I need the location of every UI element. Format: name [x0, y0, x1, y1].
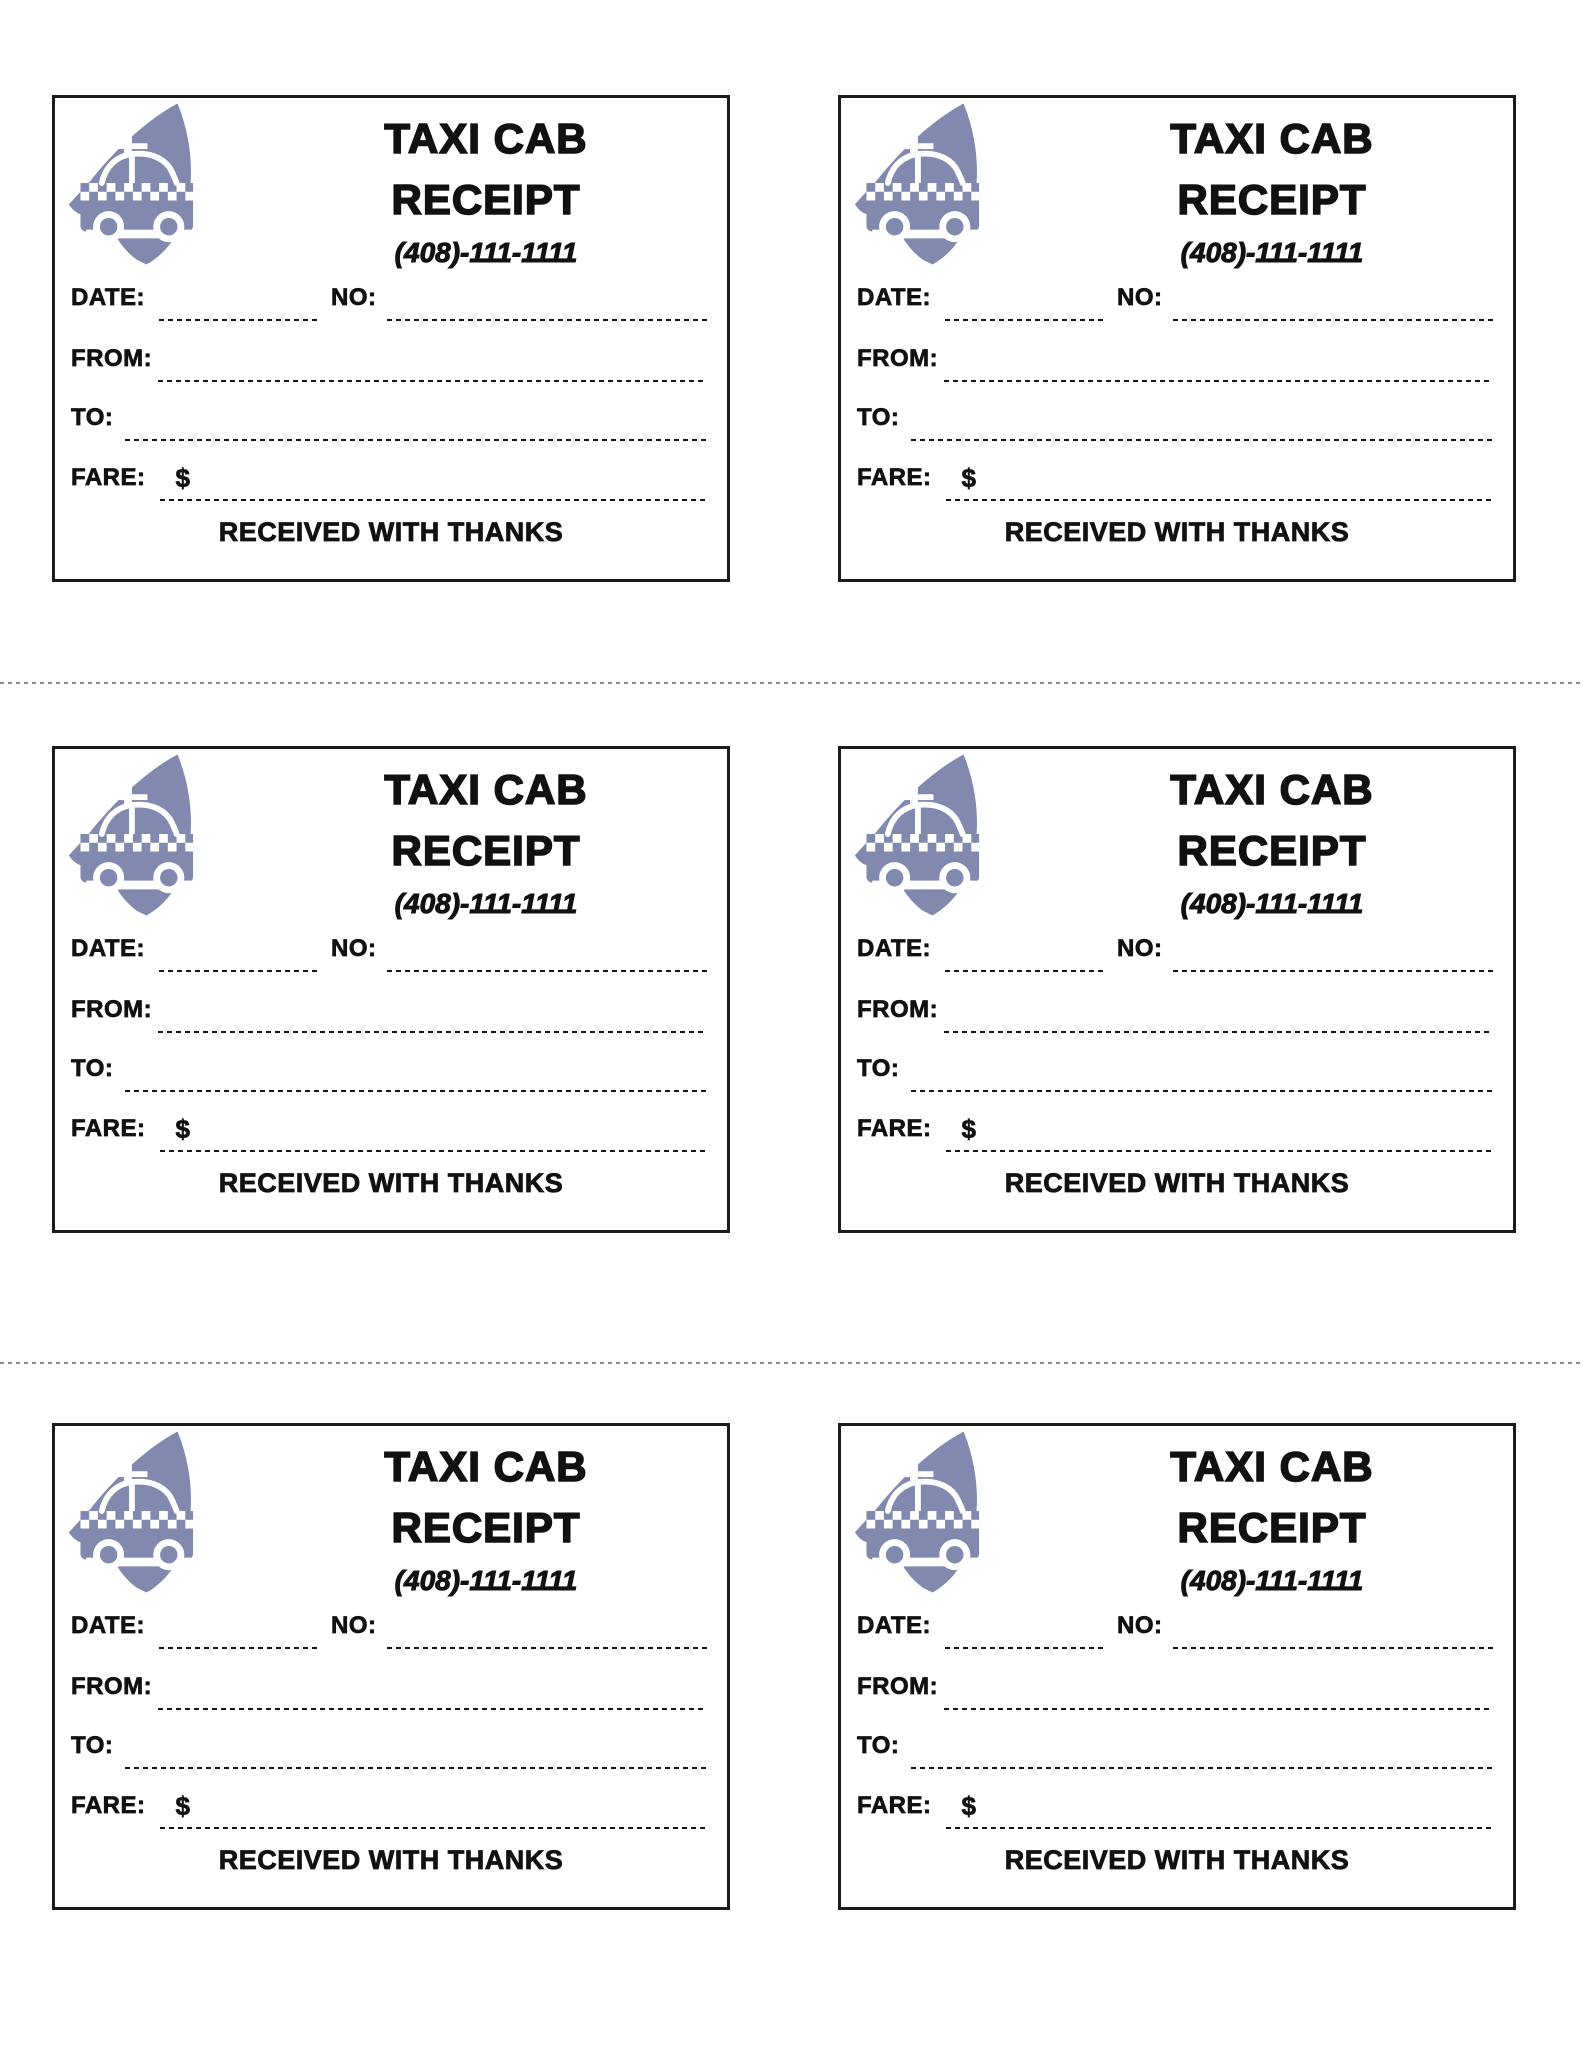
date-value[interactable] [163, 934, 313, 968]
taxi-receipt [838, 746, 1516, 1233]
no-value[interactable] [1177, 934, 1489, 968]
date-label: DATE: [71, 1612, 146, 1639]
from-value[interactable] [162, 1672, 703, 1706]
fare-label: FARE: [71, 464, 146, 491]
no-label: NO: [331, 935, 377, 962]
no-fill-line[interactable] [387, 283, 707, 321]
to-value[interactable] [129, 1054, 703, 1088]
taxi-cab-logo [63, 100, 228, 268]
fare-value[interactable] [164, 463, 704, 497]
date-fill-line[interactable] [159, 1611, 317, 1649]
to-row [857, 1052, 1493, 1092]
from-label: FROM: [71, 1673, 153, 1700]
receipt-title-line1: TAXI CAB [1170, 1443, 1374, 1490]
fare-row [71, 1789, 707, 1829]
taxi-cab-logo [63, 1428, 228, 1596]
from-row [857, 342, 1493, 382]
to-label: TO: [71, 404, 114, 431]
to-row [71, 1729, 707, 1769]
fare-fill-line[interactable] [946, 1114, 1494, 1152]
no-value[interactable] [1177, 283, 1489, 317]
dollar-sign: $ [961, 1791, 976, 1821]
to-row [857, 401, 1493, 441]
fare-fill-line[interactable] [160, 1114, 708, 1152]
date-no-row [857, 1609, 1493, 1649]
receipt-header [255, 1436, 717, 1601]
taxi-receipt [52, 95, 730, 582]
from-value[interactable] [162, 344, 703, 378]
receipt-phone-number: (408)-111-1111 [394, 237, 578, 268]
from-fill-line[interactable] [158, 1672, 707, 1710]
fare-value[interactable] [164, 1114, 704, 1148]
receipt-slot-2 [838, 95, 1516, 582]
date-value[interactable] [949, 283, 1099, 317]
date-fill-line[interactable] [945, 283, 1103, 321]
no-label: NO: [1117, 1612, 1163, 1639]
dollar-sign: $ [175, 463, 190, 493]
received-with-thanks-text: RECEIVED WITH THANKS [218, 1168, 564, 1198]
date-fill-line[interactable] [159, 934, 317, 972]
receipt-title-line1: TAXI CAB [1170, 766, 1374, 813]
taxi-cab-logo [849, 751, 1014, 919]
from-fill-line[interactable] [158, 344, 707, 382]
from-value[interactable] [948, 995, 1489, 1029]
from-value[interactable] [162, 995, 703, 1029]
receipt-title-line1: TAXI CAB [1170, 115, 1374, 162]
receipt-phone-number: (408)-111-1111 [1180, 888, 1364, 919]
no-label: NO: [1117, 284, 1163, 311]
receipt-slot-5 [52, 1423, 730, 1910]
receipt-phone-number: (408)-111-1111 [394, 1565, 578, 1596]
to-fill-line[interactable] [911, 1731, 1493, 1769]
to-label: TO: [71, 1732, 114, 1759]
fare-label: FARE: [857, 1115, 932, 1142]
receipt-title-line2: RECEIPT [391, 1504, 581, 1551]
to-value[interactable] [915, 1054, 1489, 1088]
no-fill-line[interactable] [1173, 1611, 1493, 1649]
fare-row [71, 1112, 707, 1152]
taxi-receipt [838, 95, 1516, 582]
fare-label: FARE: [71, 1792, 146, 1819]
fare-value[interactable] [164, 1791, 704, 1825]
date-no-row [71, 1609, 707, 1649]
date-value[interactable] [163, 1611, 313, 1645]
receipt-title-line1: TAXI CAB [384, 1443, 588, 1490]
to-value[interactable] [129, 1731, 703, 1765]
taxi-cab-logo [63, 751, 228, 919]
receipt-header [1041, 108, 1503, 273]
dollar-sign: $ [961, 463, 976, 493]
date-fill-line[interactable] [159, 283, 317, 321]
from-value[interactable] [948, 1672, 1489, 1706]
receipt-phone-number: (408)-111-1111 [394, 888, 578, 919]
to-label: TO: [857, 1055, 900, 1082]
to-value[interactable] [915, 403, 1489, 437]
receipt-slot-1 [52, 95, 730, 582]
no-fill-line[interactable] [1173, 934, 1493, 972]
fare-value[interactable] [950, 1114, 1490, 1148]
taxi-receipt [52, 1423, 730, 1910]
received-with-thanks-text: RECEIVED WITH THANKS [218, 517, 564, 547]
no-label: NO: [1117, 935, 1163, 962]
to-fill-line[interactable] [911, 1054, 1493, 1092]
fare-row [857, 1112, 1493, 1152]
to-value[interactable] [915, 1731, 1489, 1765]
date-value[interactable] [163, 283, 313, 317]
received-with-thanks-text: RECEIVED WITH THANKS [218, 1845, 564, 1875]
receipt-slot-4 [838, 746, 1516, 1233]
no-fill-line[interactable] [1173, 283, 1493, 321]
fare-value[interactable] [950, 1791, 1490, 1825]
receipt-header [1041, 1436, 1503, 1601]
from-row [857, 993, 1493, 1033]
taxi-receipt [52, 746, 730, 1233]
fare-label: FARE: [71, 1115, 146, 1142]
taxi-cab-logo [849, 100, 1014, 268]
no-label: NO: [331, 284, 377, 311]
fare-label: FARE: [857, 464, 932, 491]
to-fill-line[interactable] [911, 403, 1493, 441]
no-label: NO: [331, 1612, 377, 1639]
date-label: DATE: [857, 935, 932, 962]
no-fill-line[interactable] [387, 934, 707, 972]
date-label: DATE: [71, 284, 146, 311]
from-row [71, 342, 707, 382]
receipt-row-2 [52, 746, 1516, 1233]
to-fill-line[interactable] [125, 1054, 707, 1092]
receipt-slot-3 [52, 746, 730, 1233]
receipt-phone-number: (408)-111-1111 [1180, 237, 1364, 268]
to-label: TO: [71, 1055, 114, 1082]
to-label: TO: [857, 1732, 900, 1759]
receipt-phone-number: (408)-111-1111 [1180, 1565, 1364, 1596]
date-fill-line[interactable] [945, 934, 1103, 972]
from-fill-line[interactable] [944, 995, 1493, 1033]
receipt-title-line2: RECEIPT [391, 827, 581, 874]
from-label: FROM: [857, 345, 939, 372]
receipt-header [255, 108, 717, 273]
date-value[interactable] [949, 934, 1099, 968]
receipt-title-line1: TAXI CAB [384, 115, 588, 162]
from-fill-line[interactable] [944, 1672, 1493, 1710]
fare-fill-line[interactable] [946, 1791, 1494, 1829]
no-value[interactable] [1177, 1611, 1489, 1645]
dollar-sign: $ [175, 1791, 190, 1821]
date-label: DATE: [71, 935, 146, 962]
date-fill-line[interactable] [945, 1611, 1103, 1649]
to-label: TO: [857, 404, 900, 431]
receipt-title-line2: RECEIPT [1177, 1504, 1367, 1551]
to-fill-line[interactable] [125, 1731, 707, 1769]
date-no-row [857, 281, 1493, 321]
receipt-header [1041, 759, 1503, 924]
receipt-title-line2: RECEIPT [391, 176, 581, 223]
receipt-row-1 [52, 95, 1516, 582]
fare-fill-line[interactable] [160, 463, 708, 501]
fare-row [857, 461, 1493, 501]
date-label: DATE: [857, 284, 932, 311]
fare-fill-line[interactable] [946, 463, 1494, 501]
from-row [857, 1670, 1493, 1710]
dollar-sign: $ [175, 1114, 190, 1144]
taxi-receipt [838, 1423, 1516, 1910]
to-row [71, 401, 707, 441]
fare-value[interactable] [950, 463, 1490, 497]
receipt-row-3 [52, 1423, 1516, 1910]
taxi-cab-logo [849, 1428, 1014, 1596]
no-fill-line[interactable] [387, 1611, 707, 1649]
to-fill-line[interactable] [125, 403, 707, 441]
from-label: FROM: [71, 996, 153, 1023]
receipt-header [255, 759, 717, 924]
receipt-title-line1: TAXI CAB [384, 766, 588, 813]
from-fill-line[interactable] [944, 344, 1493, 382]
from-label: FROM: [857, 996, 939, 1023]
to-value[interactable] [129, 403, 703, 437]
received-with-thanks-text: RECEIVED WITH THANKS [1004, 1168, 1350, 1198]
no-value[interactable] [391, 283, 703, 317]
from-row [71, 1670, 707, 1710]
cut-line-1 [0, 681, 1583, 684]
fare-row [857, 1789, 1493, 1829]
fare-fill-line[interactable] [160, 1791, 708, 1829]
date-value[interactable] [949, 1611, 1099, 1645]
from-row [71, 993, 707, 1033]
to-row [71, 1052, 707, 1092]
from-fill-line[interactable] [158, 995, 707, 1033]
receipt-slot-6 [838, 1423, 1516, 1910]
receipt-title-line2: RECEIPT [1177, 176, 1367, 223]
date-no-row [71, 281, 707, 321]
date-label: DATE: [857, 1612, 932, 1639]
from-value[interactable] [948, 344, 1489, 378]
no-value[interactable] [391, 1611, 703, 1645]
fare-row [71, 461, 707, 501]
cut-line-2 [0, 1361, 1583, 1364]
date-no-row [857, 932, 1493, 972]
received-with-thanks-text: RECEIVED WITH THANKS [1004, 1845, 1350, 1875]
dollar-sign: $ [961, 1114, 976, 1144]
receipt-title-line2: RECEIPT [1177, 827, 1367, 874]
received-with-thanks-text: RECEIVED WITH THANKS [1004, 517, 1350, 547]
from-label: FROM: [857, 1673, 939, 1700]
date-no-row [71, 932, 707, 972]
no-value[interactable] [391, 934, 703, 968]
to-row [857, 1729, 1493, 1769]
from-label: FROM: [71, 345, 153, 372]
fare-label: FARE: [857, 1792, 932, 1819]
